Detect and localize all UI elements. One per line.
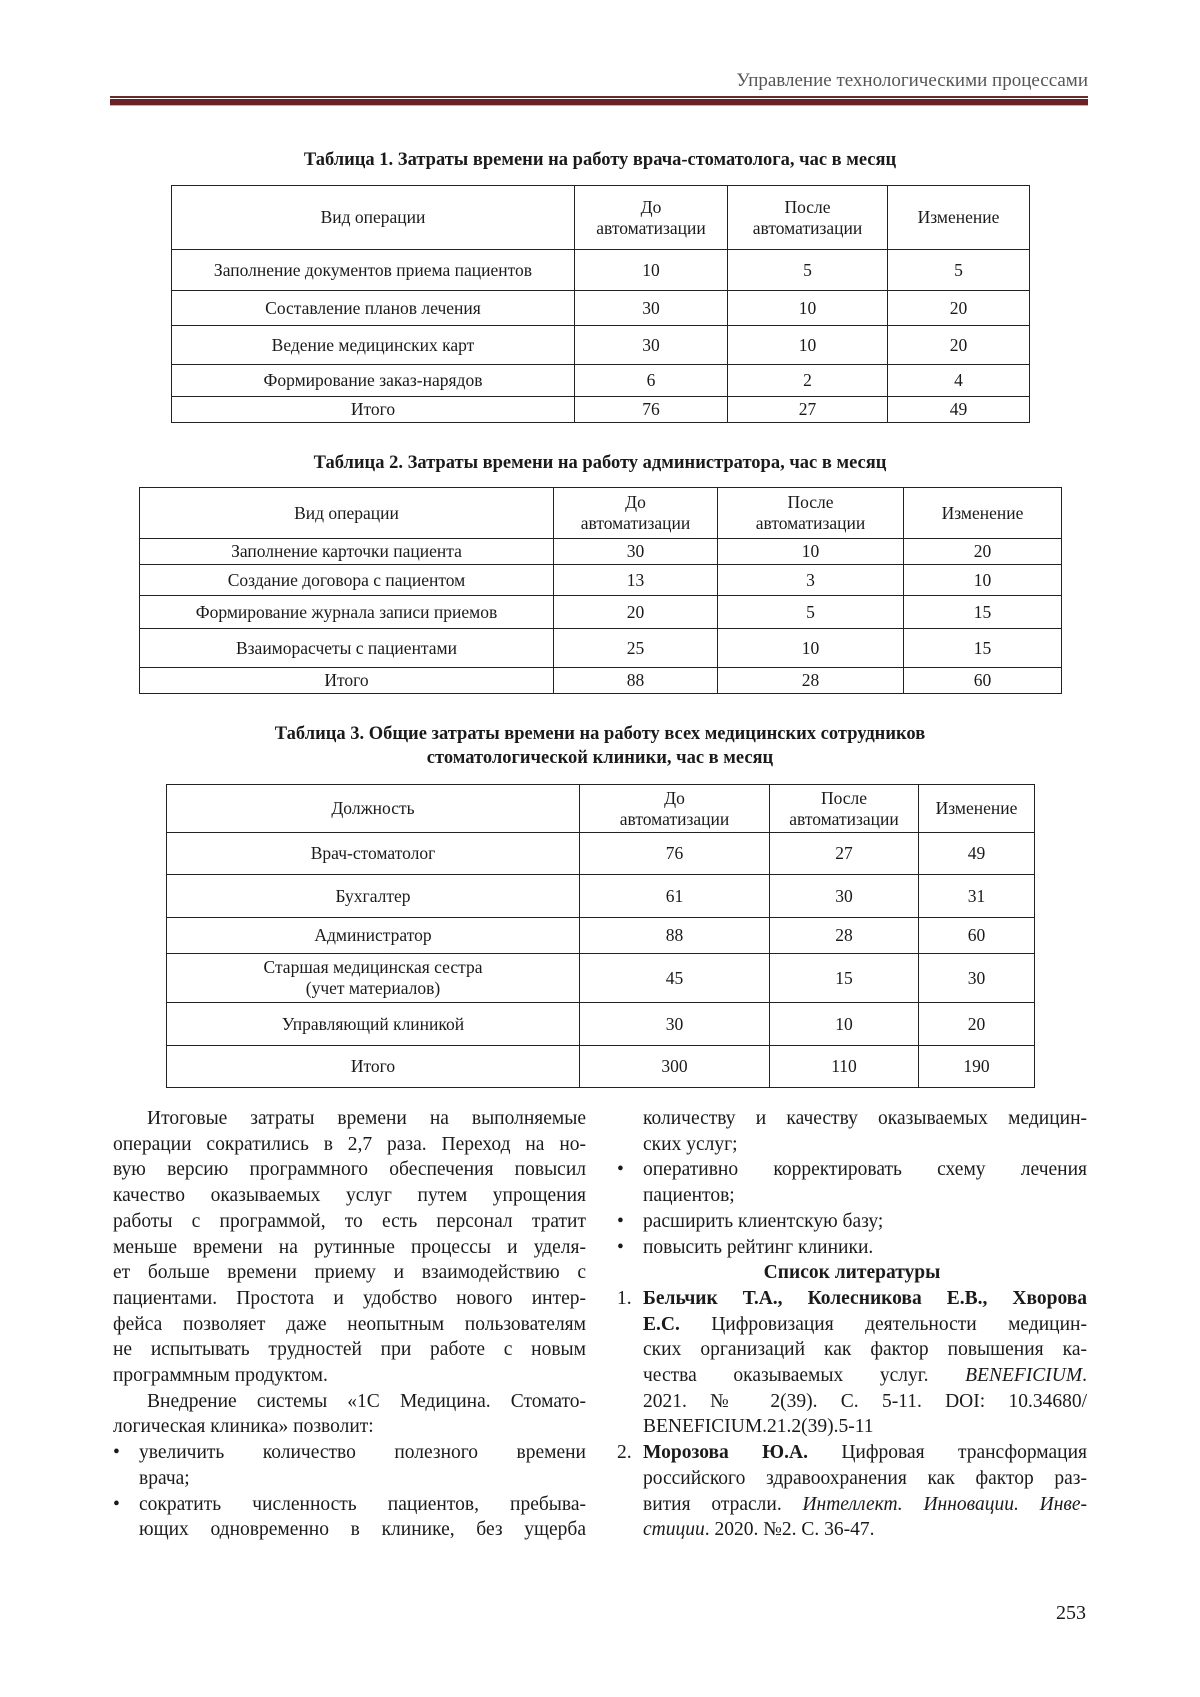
text-span: Цифровизация деятельности медицин- (679, 1313, 1087, 1335)
cell-value: 31 (919, 875, 1035, 918)
text-span: работы с программой, то есть персонал тратит (113, 1210, 586, 1232)
references-heading: Список литературы (763, 1262, 941, 1284)
text-line (643, 1209, 1087, 1235)
text-line (113, 1209, 586, 1235)
cell-value: 110 (770, 1046, 919, 1088)
table-title (0, 148, 1200, 172)
bullet-marker: • (113, 1493, 120, 1515)
reference-number: 1. (617, 1287, 632, 1309)
cell-value: 60 (904, 668, 1062, 694)
cell-value: 27 (770, 833, 919, 875)
cell-value: 13 (554, 565, 718, 596)
cell-value: 10 (728, 291, 888, 326)
table-header-row (172, 186, 1030, 250)
table-row (172, 291, 1030, 326)
reference-line (643, 1286, 1087, 1312)
text-span: расширить клиентскую базу; (643, 1210, 884, 1232)
column-header: После автоматизации (718, 488, 904, 539)
cell-value: 76 (580, 833, 770, 875)
table-row (167, 833, 1035, 875)
table-header-row (140, 488, 1062, 539)
cell-value: 5 (888, 250, 1030, 291)
row-label: Итого (167, 1046, 580, 1088)
table-row (140, 596, 1062, 629)
row-label: Формирование журнала записи приемов (140, 596, 554, 629)
header-rule-thin (110, 96, 1088, 98)
cell-value: 49 (919, 833, 1035, 875)
cell-value: 88 (580, 918, 770, 954)
table-row (140, 668, 1062, 694)
text-span: Цифровая трансформация (807, 1442, 1087, 1464)
text-span: . (1082, 1365, 1087, 1386)
text-span: Морозова Ю.А. (643, 1442, 808, 1464)
text-span: меньше времени на рутинные процессы и уделя- (113, 1236, 586, 1258)
text-span: BENEFICIUM (965, 1365, 1083, 1386)
column-header: Изменение (904, 488, 1062, 539)
text-line (113, 1312, 586, 1338)
page-number: 253 (1056, 1602, 1086, 1624)
text-line (643, 1106, 1087, 1132)
text-line (113, 1260, 586, 1286)
table-title (0, 451, 1200, 475)
text-span: оперативно корректировать схему лечения (643, 1159, 1087, 1181)
cell-value: 10 (718, 629, 904, 668)
text-span: качество оказываемых услуг путем упрощения (113, 1185, 586, 1207)
text-line (113, 1157, 586, 1183)
column-header: До автоматизации (554, 488, 718, 539)
row-label: Заполнение документов приема пациентов (172, 250, 575, 291)
data-table (171, 185, 1030, 423)
text-line (147, 1106, 586, 1132)
cell-value: 2 (728, 365, 888, 397)
bullet-marker: • (617, 1159, 624, 1181)
text-span: Интеллект. Инновации. Инве- (802, 1493, 1087, 1515)
text-span: ских услуг; (643, 1133, 738, 1155)
row-label: Составление планов лечения (172, 291, 575, 326)
text-line (643, 1235, 1087, 1261)
cell-value: 45 (580, 954, 770, 1003)
column-header: До автоматизации (575, 186, 728, 250)
cell-value: 20 (888, 326, 1030, 365)
table-title (0, 722, 1200, 770)
text-line (147, 1389, 586, 1415)
cell-value: 5 (728, 250, 888, 291)
text-line (139, 1440, 586, 1466)
text-span: ет больше времени приему и взаимодействию с (113, 1262, 586, 1284)
text-span: вития отрасли. (643, 1493, 803, 1515)
cell-value: 20 (919, 1003, 1035, 1046)
cell-value: 10 (718, 539, 904, 565)
table-row (140, 539, 1062, 565)
row-label: Формирование заказ-нарядов (172, 365, 575, 397)
text-line (113, 1132, 586, 1158)
header-rule-thick (110, 99, 1088, 105)
column-header: Вид операции (140, 488, 554, 539)
text-line (643, 1183, 1087, 1209)
reference-line (643, 1312, 1087, 1338)
text-span: фейса позволяет даже неопытным пользователям (113, 1313, 586, 1335)
row-label: Взаиморасчеты с пациентами (140, 629, 554, 668)
text-span: ских организаций как фактор повышения ка- (643, 1339, 1087, 1361)
table-title-line: Таблица 1. Затраты времени на работу врача-стоматолога, час в месяц (303, 150, 897, 170)
cell-value: 300 (580, 1046, 770, 1088)
cell-value: 6 (575, 365, 728, 397)
column-header: После автоматизации (770, 785, 919, 833)
reference-line (643, 1389, 1087, 1415)
table-row (172, 250, 1030, 291)
table-row (172, 397, 1030, 423)
cell-value: 20 (904, 539, 1062, 565)
cell-value: 76 (575, 397, 728, 423)
cell-value: 4 (888, 365, 1030, 397)
text-line (139, 1517, 586, 1543)
cell-value: 30 (919, 954, 1035, 1003)
text-span: вую версию программного обеспечения повысил (113, 1159, 586, 1181)
text-span: пациентами. Простота и удобство нового интер- (113, 1287, 586, 1309)
text-span: повысить рейтинг клиники. (643, 1236, 874, 1258)
text-line (139, 1492, 586, 1518)
cell-value: 25 (554, 629, 718, 668)
text-line (643, 1132, 1087, 1158)
column-header: До автоматизации (580, 785, 770, 833)
column-header: Изменение (888, 186, 1030, 250)
reference-line (643, 1414, 1087, 1440)
text-span: стиции (643, 1519, 705, 1541)
text-span: чества оказываемых услуг. (643, 1365, 966, 1386)
text-span: врача; (139, 1467, 190, 1489)
row-label: Управляющий клиникой (167, 1003, 580, 1046)
reference-line (643, 1492, 1087, 1518)
cell-value: 190 (919, 1046, 1035, 1088)
row-label: Заполнение карточки пациента (140, 539, 554, 565)
reference-line (643, 1517, 1087, 1543)
reference-line (643, 1440, 1087, 1466)
cell-value: 15 (904, 596, 1062, 629)
text-span: ющих одновременно в клинике, без ущерба (139, 1519, 586, 1541)
reference-line (643, 1363, 1087, 1389)
cell-value: 27 (728, 397, 888, 423)
table-title-line: Таблица 3. Общие затраты времени на работу всех медицинских сотрудников (274, 724, 926, 744)
column-header: После автоматизации (728, 186, 888, 250)
bullet-marker: • (617, 1210, 624, 1232)
cell-value: 20 (554, 596, 718, 629)
column-header: Изменение (919, 785, 1035, 833)
text-span: Внедрение системы «1С Медицина. Стомато- (147, 1390, 586, 1412)
table-title-line: Таблица 2. Затраты времени на работу администратора, час в месяц (313, 453, 887, 473)
table-row (167, 1046, 1035, 1088)
row-label: Создание договора с пациентом (140, 565, 554, 596)
table-row (167, 918, 1035, 954)
text-line (113, 1183, 586, 1209)
text-line (139, 1466, 586, 1492)
text-span: Е.С. (643, 1313, 680, 1335)
running-title: Управление технологическими процессами (736, 70, 1088, 91)
table-row (172, 326, 1030, 365)
text-span: программным продуктом. (113, 1365, 328, 1386)
text-span: количеству и качеству оказываемых медицин- (643, 1108, 1087, 1129)
table-row (167, 875, 1035, 918)
cell-value: 20 (888, 291, 1030, 326)
text-span: пациентов; (643, 1185, 735, 1207)
table-row (172, 365, 1030, 397)
cell-value: 60 (919, 918, 1035, 954)
text-span: российского здравоохранения как фактор раз- (643, 1467, 1087, 1489)
cell-value: 88 (554, 668, 718, 694)
cell-value: 3 (718, 565, 904, 596)
text-line (113, 1337, 586, 1363)
cell-value: 30 (575, 291, 728, 326)
reference-line (643, 1337, 1087, 1363)
text-line (113, 1235, 586, 1261)
cell-value: 10 (728, 326, 888, 365)
table-row (140, 629, 1062, 668)
text-line (113, 1414, 586, 1440)
data-table (166, 784, 1035, 1088)
row-label: Ведение медицинских карт (172, 326, 575, 365)
text-span: 2021. № 2(39). С. 5-11. DOI: 10.34680/ (643, 1390, 1087, 1412)
cell-value: 10 (575, 250, 728, 291)
table-title-line: стоматологической клиники, час в месяц (426, 748, 774, 768)
column-header: Вид операции (172, 186, 575, 250)
text-span: Бельчик Т.А., Колесникова Е.В., Хворова (643, 1287, 1087, 1309)
text-span: увеличить количество полезного времени (139, 1442, 586, 1464)
cell-value: 28 (718, 668, 904, 694)
bullet-marker: • (113, 1442, 120, 1464)
cell-value: 10 (904, 565, 1062, 596)
column-header: Должность (167, 785, 580, 833)
row-label: Врач-стоматолог (167, 833, 580, 875)
cell-value: 49 (888, 397, 1030, 423)
text-span: BENEFICIUM.21.2(39).5-11 (643, 1416, 874, 1438)
text-span: . 2020. №2. С. 36-47. (704, 1519, 875, 1541)
row-label: Администратор (167, 918, 580, 954)
cell-value: 15 (770, 954, 919, 1003)
reference-line (643, 1466, 1087, 1492)
table-header-row (167, 785, 1035, 833)
cell-value: 28 (770, 918, 919, 954)
cell-value: 5 (718, 596, 904, 629)
table-row (167, 1003, 1035, 1046)
cell-value: 61 (580, 875, 770, 918)
text-span: логическая клиника» позволит: (113, 1416, 374, 1438)
row-label: Итого (172, 397, 575, 423)
cell-value: 30 (554, 539, 718, 565)
text-line (113, 1363, 586, 1389)
cell-value: 10 (770, 1003, 919, 1046)
text-span: сократить численность пациентов, пребыва- (139, 1493, 586, 1515)
row-label: Итого (140, 668, 554, 694)
text-span: Итоговые затраты времени на выполняемые (147, 1108, 586, 1129)
text-line (113, 1286, 586, 1312)
text-span: операции сократились в 2,7 раза. Переход на но- (113, 1133, 586, 1155)
row-label: Бухгалтер (167, 875, 580, 918)
data-table (139, 487, 1062, 694)
cell-value: 15 (904, 629, 1062, 668)
text-span: не испытывать трудностей при работе с новым (113, 1339, 586, 1361)
cell-value: 30 (575, 326, 728, 365)
bullet-marker: • (617, 1236, 624, 1258)
cell-value: 30 (770, 875, 919, 918)
table-row (167, 954, 1035, 1003)
text-line (643, 1157, 1087, 1183)
row-label: Старшая медицинская сестра (учет материалов) (167, 954, 580, 1003)
reference-number: 2. (617, 1442, 632, 1464)
cell-value: 30 (580, 1003, 770, 1046)
table-row (140, 565, 1062, 596)
